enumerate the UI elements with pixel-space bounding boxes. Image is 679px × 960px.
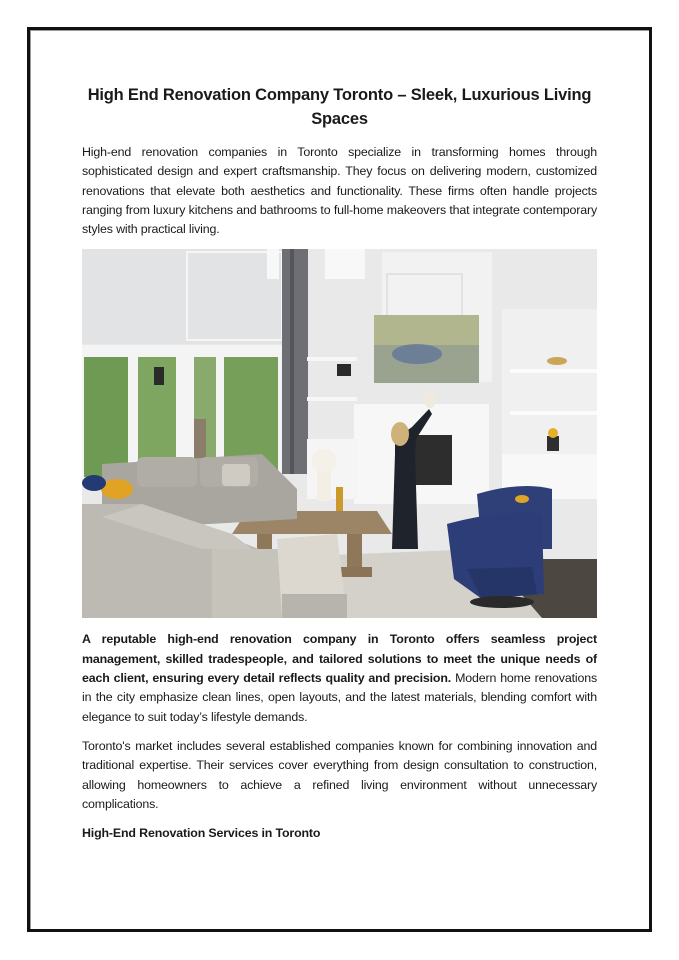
second-paragraph	[82, 630, 597, 726]
third-paragraph: Toronto's market includes several established companies known for combining innovation and traditional expertise. Their services cover everything from design consultation to construction, allowing homeowners to achieve a refined living environment without unnecessary complications.	[82, 738, 597, 811]
flower-bouquet	[312, 449, 336, 473]
window-trees	[84, 357, 128, 477]
armchair-base	[470, 596, 534, 608]
second-paragraph-bold: A reputable high-end renovation company in Toronto offers seamless project management, skilled tradespeople, and tailored solutions to meet the unique needs of each client, ensuring every detail reflects quality and precision.	[82, 632, 597, 686]
vase	[547, 436, 559, 451]
patterned-pillow	[222, 464, 250, 486]
upper-window	[325, 249, 365, 279]
blanket-stripe	[282, 594, 347, 618]
flowers	[548, 428, 558, 438]
woman-hair	[391, 422, 409, 446]
shelf	[307, 357, 357, 361]
intro-paragraph: High-end renovation companies in Toronto specialize in transforming homes through sophisticated design and expert craftsmanship. They focus on delivering modern, customized renovations that elevate both aesthetics and functionality. These firms often handle projects ranging from luxury kitchens and bathrooms to full-home makeovers that integrate contemporary styles with practical living.	[82, 145, 597, 237]
lantern	[154, 367, 164, 385]
yellow-pillow	[515, 495, 529, 503]
curtain	[282, 249, 308, 474]
vase	[337, 364, 351, 376]
shelf	[510, 369, 597, 373]
baby	[424, 390, 436, 408]
sofa-cushion	[137, 457, 197, 487]
second-paragraph-rest: Modern home renovations in the city emphasize clean lines, open layouts, and the latest materials, blending comfort with elegance to suit today’s lifestyle demands.	[82, 671, 598, 724]
woman-dress	[392, 454, 418, 549]
document-body	[82, 83, 597, 843]
shelf	[510, 411, 597, 415]
flower-vase	[317, 471, 331, 501]
living-room-photo	[82, 249, 597, 618]
bowl	[547, 357, 567, 365]
fireplace-opening	[412, 435, 452, 485]
upper-window	[267, 249, 279, 279]
shelf	[307, 397, 357, 401]
upper-wall-left	[82, 249, 282, 344]
navy-pillow	[82, 475, 106, 491]
amber-vase	[336, 487, 343, 511]
curtain-fold	[290, 249, 294, 474]
section-subheading: High-End Renovation Services in Toronto	[82, 826, 321, 841]
page-title: High End Renovation Company Toronto – Sleek, Luxurious Living Spaces	[87, 86, 592, 128]
